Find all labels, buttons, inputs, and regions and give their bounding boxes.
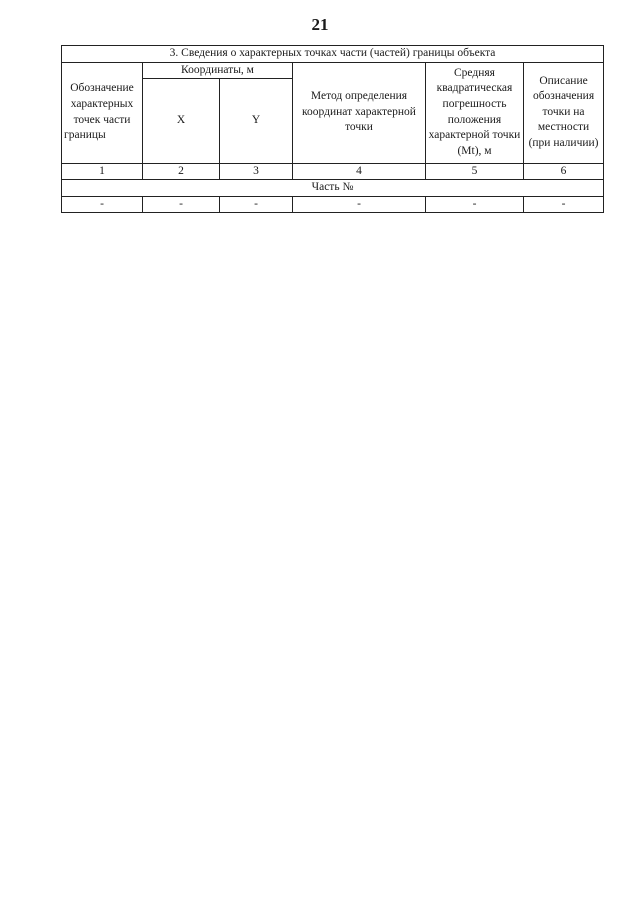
table-cell: - — [426, 196, 524, 213]
column-number: 5 — [426, 163, 524, 180]
column-number-row — [62, 163, 604, 180]
header-y: Y — [220, 79, 293, 163]
part-row — [62, 180, 604, 197]
table-cell: - — [143, 196, 220, 213]
table-cell: - — [62, 196, 143, 213]
column-number: 6 — [524, 163, 604, 180]
part-label: Часть № — [62, 180, 604, 197]
column-number: 2 — [143, 163, 220, 180]
header-x: X — [143, 79, 220, 163]
table-title: 3. Сведения о характерных точках части (частей) границы объекта — [62, 46, 604, 63]
column-number: 4 — [293, 163, 426, 180]
header-error: Средняя квадратическая погрешность положения характерной точки (Mt), м — [426, 62, 524, 163]
header-description: Описание обозначения точки на местности (при наличии) — [524, 62, 604, 163]
table-cell: - — [220, 196, 293, 213]
table-row — [62, 196, 604, 213]
page-number: 21 — [311, 15, 329, 34]
table-cell: - — [293, 196, 426, 213]
header-designation: Обозначение характерных точек части границы — [62, 62, 143, 163]
table-cell: - — [524, 196, 604, 213]
header-coordinates: Координаты, м — [143, 62, 293, 79]
header-method: Метод определения координат характерной точки — [293, 62, 426, 163]
column-number: 1 — [62, 163, 143, 180]
column-number: 3 — [220, 163, 293, 180]
table-title-row — [62, 46, 604, 63]
header-row — [62, 62, 604, 79]
boundary-points-table — [61, 45, 604, 213]
